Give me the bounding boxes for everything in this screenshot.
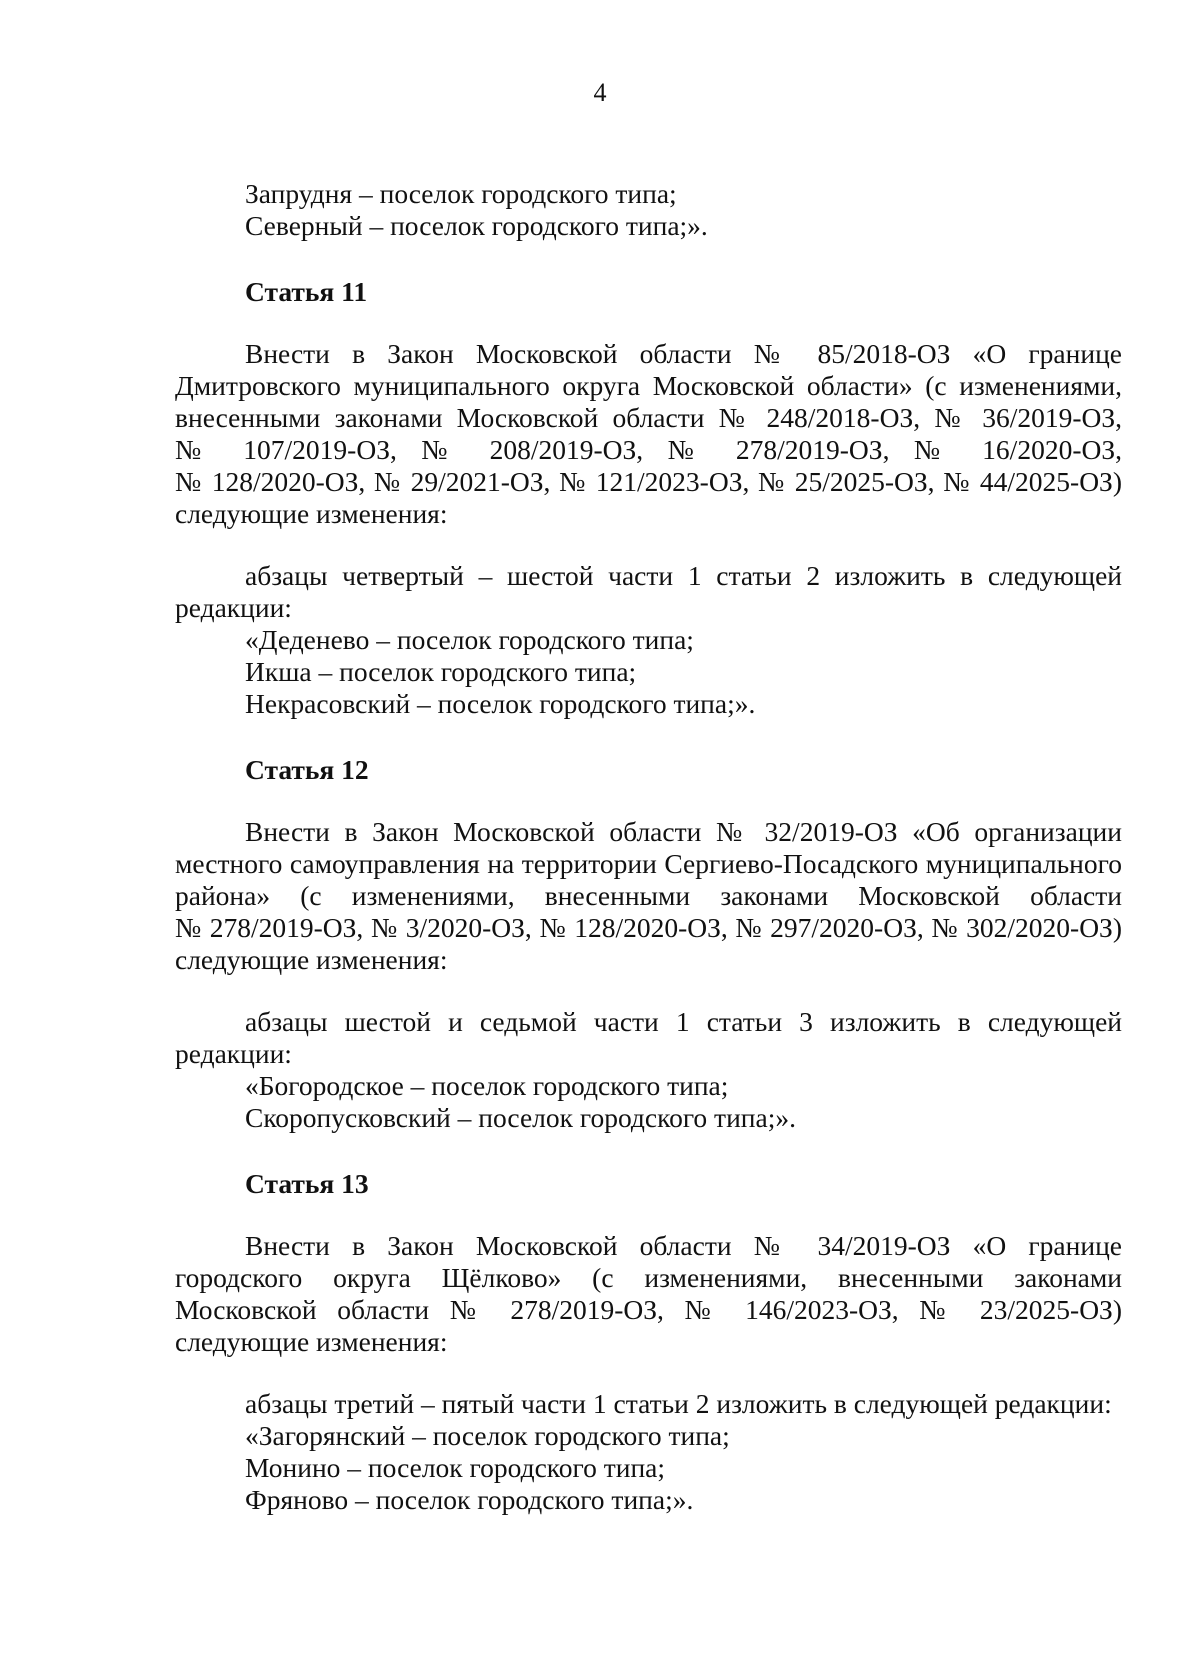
article-13-item-1: «Загорянский – поселок городского типа;: [245, 1420, 730, 1451]
article-11-heading: Статья 11: [245, 276, 368, 307]
intro-line-1: Запрудня – поселок городского типа;: [245, 178, 677, 209]
article-13-p2-line-1: абзацы третий – пятый части 1 статьи 2 изложить в следующей редакции:: [245, 1388, 1112, 1419]
article-11-p1-line-1: Внести в Закон Московской области № 85/2018-ОЗ «О границе: [245, 338, 1122, 369]
article-11-p1-line-3: внесенными законами Московской области № 248/2018-ОЗ, № 36/2019-ОЗ,: [175, 402, 1122, 433]
article-12-heading: Статья 12: [245, 754, 369, 785]
article-11-p1-line-6: следующие изменения:: [175, 498, 448, 529]
article-11-p1-line-2: Дмитровского муниципального округа Московской области» (с изменениями,: [175, 370, 1122, 401]
article-12-p2-line-2: редакции:: [175, 1038, 292, 1069]
article-12-item-2: Скоропусковский – поселок городского типа;».: [245, 1102, 796, 1133]
article-12-p1-line-4: № 278/2019-ОЗ, № 3/2020-ОЗ, № 128/2020-ОЗ, № 297/2020-ОЗ, № 302/2020-ОЗ): [175, 912, 1122, 943]
article-12-item-1: «Богородское – поселок городского типа;: [245, 1070, 729, 1101]
article-12-p1-line-2: местного самоуправления на территории Сергиево-Посадского муниципального: [175, 848, 1122, 879]
intro-line-2: Северный – поселок городского типа;».: [245, 210, 708, 241]
article-11-p1-line-4: № 107/2019-ОЗ, № 208/2019-ОЗ, № 278/2019-ОЗ, № 16/2020-ОЗ,: [175, 434, 1122, 465]
article-11-p2-line-1: абзацы четвертый – шестой части 1 статьи 2 изложить в следующей: [245, 560, 1122, 591]
article-12-p2-line-1: абзацы шестой и седьмой части 1 статьи 3 изложить в следующей: [245, 1006, 1122, 1037]
article-11-p1-line-5: № 128/2020-ОЗ, № 29/2021-ОЗ, № 121/2023-ОЗ, № 25/2025-ОЗ, № 44/2025-ОЗ): [175, 466, 1122, 497]
article-11-p2-line-2: редакции:: [175, 592, 292, 623]
article-13-p1-line-1: Внести в Закон Московской области № 34/2019-ОЗ «О границе: [245, 1230, 1122, 1261]
page-number: 4: [593, 78, 607, 107]
article-11-item-1: «Деденево – поселок городского типа;: [245, 624, 694, 655]
document-body: [175, 178, 1122, 1516]
article-13-p1-line-3: Московской области № 278/2019-ОЗ, № 146/2023-ОЗ, № 23/2025-ОЗ): [175, 1294, 1122, 1325]
article-11-item-3: Некрасовский – поселок городского типа;».: [245, 688, 756, 719]
article-12-p1-line-5: следующие изменения:: [175, 944, 448, 975]
article-12-p1-line-3: района» (с изменениями, внесенными законами Московской области: [175, 880, 1122, 911]
article-13-item-3: Фряново – поселок городского типа;».: [245, 1484, 694, 1515]
article-13-p1-line-2: городского округа Щёлково» (с изменениями, внесенными законами: [175, 1262, 1122, 1293]
article-13-item-2: Монино – поселок городского типа;: [245, 1452, 666, 1483]
article-13-heading: Статья 13: [245, 1168, 369, 1199]
article-11-item-2: Икша – поселок городского типа;: [245, 656, 637, 687]
article-12-p1-line-1: Внести в Закон Московской области № 32/2019-ОЗ «Об организации: [245, 816, 1122, 847]
article-13-p1-line-4: следующие изменения:: [175, 1326, 448, 1357]
